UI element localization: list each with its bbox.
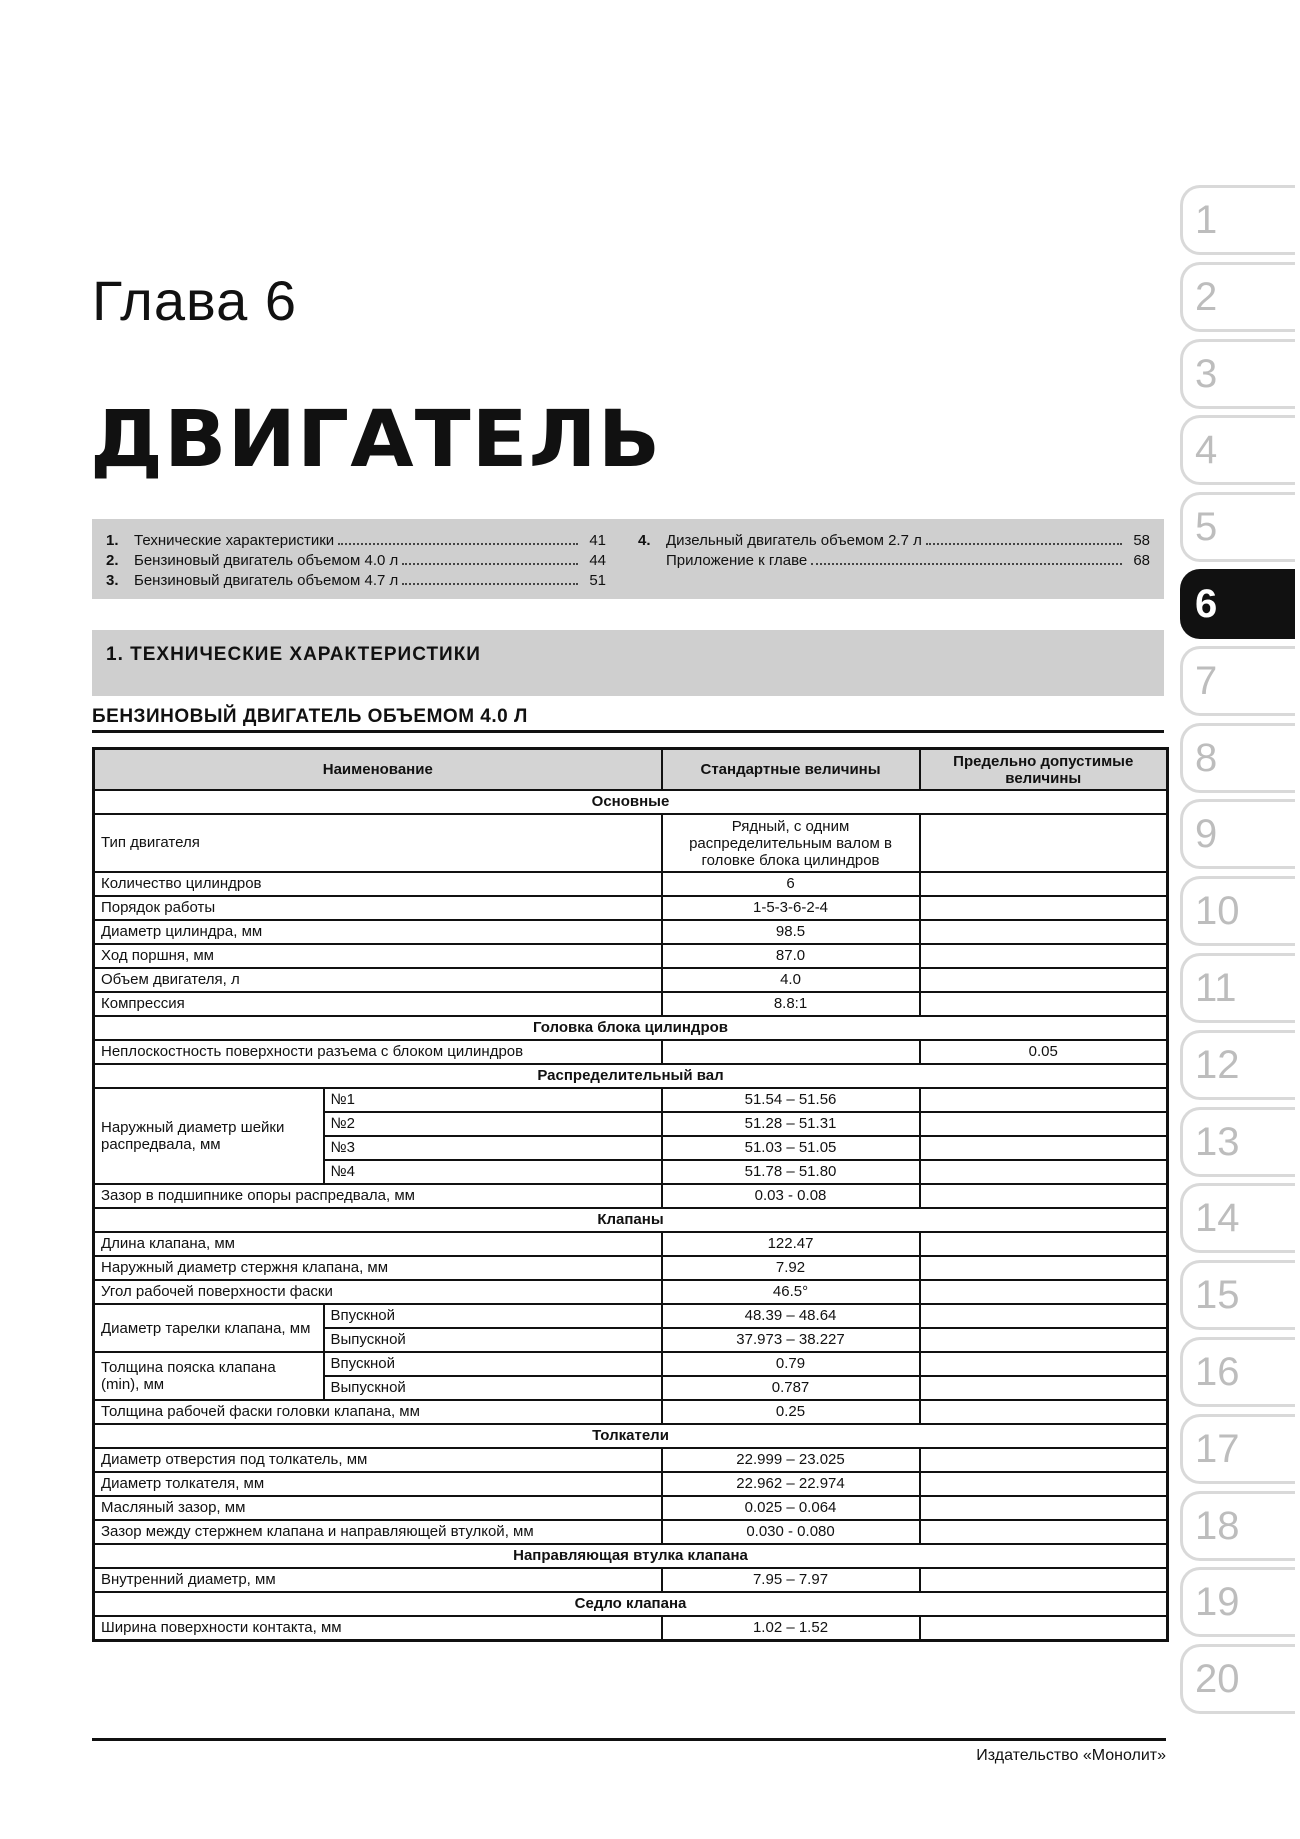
toc-num: 1. — [106, 532, 119, 549]
chapter-tab-12[interactable] — [1180, 1030, 1295, 1100]
chapter-tab-label: 4 — [1195, 428, 1218, 473]
toc-page: 68 — [1133, 552, 1150, 569]
table-row — [94, 968, 1168, 992]
toc-label: Бензиновый двигатель объемом 4.7 л — [134, 572, 399, 589]
param-name: Диаметр отверстия под толкатель, мм — [94, 1448, 662, 1472]
chapter-tab-7[interactable] — [1180, 646, 1295, 716]
table-row — [94, 896, 1168, 920]
param-name: Количество цилиндров — [94, 872, 662, 896]
param-standard: 51.03 – 51.05 — [662, 1136, 920, 1160]
param-limit — [920, 1112, 1168, 1136]
table-row — [94, 1040, 1168, 1064]
toc-leader — [402, 563, 578, 565]
param-limit: 0.05 — [920, 1040, 1168, 1064]
toc-item[interactable] — [638, 531, 1150, 551]
toc-item[interactable] — [106, 531, 606, 551]
chapter-tab-label: 15 — [1195, 1273, 1240, 1318]
toc-page: 44 — [589, 552, 606, 569]
subheading — [92, 706, 1164, 733]
param-name: Масляный зазор, мм — [94, 1496, 662, 1520]
chapter-tab-label: 18 — [1195, 1503, 1240, 1548]
chapter-tab-label: 14 — [1195, 1196, 1240, 1241]
chapter-tab-15[interactable] — [1180, 1260, 1295, 1330]
chapter-tab-8[interactable] — [1180, 723, 1295, 793]
toc-num: 3. — [106, 572, 119, 589]
param-standard: 6 — [662, 872, 920, 896]
param-limit — [920, 1472, 1168, 1496]
param-standard: 51.28 – 51.31 — [662, 1112, 920, 1136]
param-name: Компрессия — [94, 992, 662, 1016]
chapter-tab-label: 6 — [1195, 582, 1218, 626]
toc-item[interactable] — [638, 551, 1150, 571]
param-name: Толщина рабочей фаски головки клапана, мм — [94, 1400, 662, 1424]
param-sub: Впускной — [324, 1352, 662, 1376]
group-row — [94, 1592, 1168, 1616]
param-name: Наружный диаметр шейки распредвала, мм — [94, 1088, 324, 1184]
chapter-tab-1[interactable] — [1180, 185, 1295, 255]
spec-table — [92, 747, 1169, 1642]
param-limit — [920, 1376, 1168, 1400]
param-name: Объем двигателя, л — [94, 968, 662, 992]
table-row — [94, 872, 1168, 896]
param-sub: Выпускной — [324, 1376, 662, 1400]
param-standard: 7.95 – 7.97 — [662, 1568, 920, 1592]
chapter-tab-20[interactable] — [1180, 1644, 1295, 1714]
chapter-tab-label: 2 — [1195, 274, 1218, 319]
param-limit — [920, 896, 1168, 920]
group-row — [94, 1208, 1168, 1232]
toc-item[interactable] — [106, 551, 606, 571]
table-row — [94, 1184, 1168, 1208]
param-name: Внутренний диаметр, мм — [94, 1568, 662, 1592]
chapter-tab-label: 20 — [1195, 1657, 1240, 1702]
param-standard: 4.0 — [662, 968, 920, 992]
param-name: Неплоскостность поверхности разъема с блоком цилиндров — [94, 1040, 662, 1064]
chapter-tab-label: 7 — [1195, 658, 1218, 703]
table-row — [94, 1256, 1168, 1280]
param-standard: 87.0 — [662, 944, 920, 968]
param-standard: 98.5 — [662, 920, 920, 944]
param-standard: 0.25 — [662, 1400, 920, 1424]
param-standard: 0.025 – 0.064 — [662, 1496, 920, 1520]
param-standard: 8.8:1 — [662, 992, 920, 1016]
param-sub: №2 — [324, 1112, 662, 1136]
param-standard: 37.973 – 38.227 — [662, 1328, 920, 1352]
group-label: Толкатели — [94, 1424, 1168, 1448]
group-row — [94, 1544, 1168, 1568]
param-name: Длина клапана, мм — [94, 1232, 662, 1256]
chapter-tab-label: 11 — [1195, 966, 1237, 1010]
toc-label: Приложение к главе — [666, 552, 808, 569]
group-label: Седло клапана — [94, 1592, 1168, 1616]
param-name: Диаметр тарелки клапана, мм — [94, 1304, 324, 1352]
param-standard: 1-5-3-6-2-4 — [662, 896, 920, 920]
page-title: ДВИГАТЕЛЬ — [90, 395, 662, 485]
param-limit — [920, 1088, 1168, 1112]
toc-leader — [402, 583, 578, 585]
table-row — [94, 1616, 1168, 1641]
param-standard: 51.54 – 51.56 — [662, 1088, 920, 1112]
publisher-label: Издательство «Монолит» — [976, 1747, 1166, 1764]
param-sub: Впускной — [324, 1304, 662, 1328]
group-label: Распределительный вал — [94, 1064, 1168, 1088]
param-standard: 0.03 - 0.08 — [662, 1184, 920, 1208]
section-heading-bar — [92, 630, 1164, 696]
param-limit — [920, 872, 1168, 896]
toc-page: 58 — [1133, 532, 1150, 549]
table-row — [94, 1496, 1168, 1520]
param-limit — [920, 1136, 1168, 1160]
chapter-tab-2[interactable] — [1180, 262, 1295, 332]
param-standard: 122.47 — [662, 1232, 920, 1256]
param-name: Угол рабочей поверхности фаски — [94, 1280, 662, 1304]
chapter-tab-13[interactable] — [1180, 1107, 1295, 1177]
param-sub: №1 — [324, 1088, 662, 1112]
toc-page: 41 — [589, 532, 606, 549]
table-row — [94, 944, 1168, 968]
param-name: Толщина пояска клапана (min), мм — [94, 1352, 324, 1400]
group-label: Направляющая втулка клапана — [94, 1544, 1168, 1568]
param-limit — [920, 1280, 1168, 1304]
group-label: Головка блока цилиндров — [94, 1016, 1168, 1040]
param-limit — [920, 1400, 1168, 1424]
param-limit — [920, 1616, 1168, 1641]
param-standard: 1.02 – 1.52 — [662, 1616, 920, 1641]
param-standard: 0.79 — [662, 1352, 920, 1376]
group-row — [94, 1064, 1168, 1088]
toc-label: Дизельный двигатель объемом 2.7 л — [666, 532, 922, 549]
chapter-tab-16[interactable] — [1180, 1337, 1295, 1407]
chapter-tab-18[interactable] — [1180, 1491, 1295, 1561]
param-name: Порядок работы — [94, 896, 662, 920]
chapter-tab-3[interactable] — [1180, 339, 1295, 409]
param-standard — [662, 1040, 920, 1064]
param-limit — [920, 1448, 1168, 1472]
section-heading: 1. ТЕХНИЧЕСКИЕ ХАРАКТЕРИСТИКИ — [106, 644, 481, 665]
table-header-row — [94, 749, 1168, 791]
toc-page: 51 — [589, 572, 606, 589]
chapter-tab-label: 1 — [1195, 198, 1218, 242]
group-row — [94, 1424, 1168, 1448]
table-row — [94, 1520, 1168, 1544]
chapter-tab-label: 12 — [1195, 1042, 1240, 1087]
chapter-tab-label: 10 — [1195, 889, 1240, 934]
param-limit — [920, 1256, 1168, 1280]
toc-leader — [926, 543, 1122, 545]
param-limit — [920, 1160, 1168, 1184]
param-limit — [920, 944, 1168, 968]
table-row — [94, 1088, 1168, 1112]
toc-label: Технические характеристики — [134, 532, 335, 549]
toc-label: Бензиновый двигатель объемом 4.0 л — [134, 552, 399, 569]
chapter-tab-label: 19 — [1195, 1580, 1240, 1625]
param-standard: 22.962 – 22.974 — [662, 1472, 920, 1496]
param-limit — [920, 1352, 1168, 1376]
table-row — [94, 1304, 1168, 1328]
param-limit — [920, 1328, 1168, 1352]
footer-divider — [92, 1738, 1166, 1741]
chapter-tab-label: 13 — [1195, 1119, 1240, 1164]
param-limit — [920, 920, 1168, 944]
param-limit — [920, 968, 1168, 992]
param-name: Зазор в подшипнике опоры распредвала, мм — [94, 1184, 662, 1208]
chapter-tab-19[interactable] — [1180, 1567, 1295, 1637]
chapter-tab-11[interactable] — [1180, 953, 1295, 1023]
table-row — [94, 920, 1168, 944]
param-sub: Выпускной — [324, 1328, 662, 1352]
param-limit — [920, 1232, 1168, 1256]
param-limit — [920, 1520, 1168, 1544]
param-standard: 48.39 – 48.64 — [662, 1304, 920, 1328]
col-header-name: Наименование — [94, 749, 662, 791]
chapter-tab-label: 9 — [1195, 812, 1218, 857]
param-limit — [920, 1568, 1168, 1592]
toc-num: 2. — [106, 552, 119, 569]
chapter-tab-17[interactable] — [1180, 1414, 1295, 1484]
chapter-tab-label: 3 — [1195, 351, 1218, 396]
param-name: Ширина поверхности контакта, мм — [94, 1616, 662, 1641]
table-row — [94, 992, 1168, 1016]
toc-item[interactable] — [106, 571, 606, 591]
param-name: Зазор между стержнем клапана и направляющей втулкой, мм — [94, 1520, 662, 1544]
param-name: Ход поршня, мм — [94, 944, 662, 968]
param-limit — [920, 1496, 1168, 1520]
group-row — [94, 790, 1168, 814]
col-header-standard: Стандартные величины — [662, 749, 920, 791]
param-standard: 7.92 — [662, 1256, 920, 1280]
chapter-tab-label: 17 — [1195, 1426, 1240, 1471]
table-of-contents — [92, 519, 1164, 599]
col-header-limit: Предельно допустимые величины — [920, 749, 1168, 791]
param-standard: 22.999 – 23.025 — [662, 1448, 920, 1472]
chapter-tab-6[interactable] — [1180, 569, 1295, 639]
param-standard: 0.030 - 0.080 — [662, 1520, 920, 1544]
table-row — [94, 814, 1168, 872]
param-name: Диаметр цилиндра, мм — [94, 920, 662, 944]
param-standard: 0.787 — [662, 1376, 920, 1400]
param-limit — [920, 814, 1168, 872]
param-name: Диаметр толкателя, мм — [94, 1472, 662, 1496]
toc-num: 4. — [638, 532, 651, 549]
subheading-text: БЕНЗИНОВЫЙ ДВИГАТЕЛЬ ОБЪЕМОМ 4.0 Л — [92, 706, 528, 727]
table-row — [94, 1232, 1168, 1256]
group-row — [94, 1016, 1168, 1040]
param-standard: Рядный, с одним распределительным валом в головке блока цилиндров — [662, 814, 920, 872]
table-row — [94, 1400, 1168, 1424]
table-row — [94, 1352, 1168, 1376]
chapter-tab-4[interactable] — [1180, 415, 1295, 485]
param-sub: №4 — [324, 1160, 662, 1184]
chapter-tab-14[interactable] — [1180, 1183, 1295, 1253]
param-limit — [920, 1304, 1168, 1328]
table-row — [94, 1280, 1168, 1304]
toc-leader — [811, 563, 1122, 565]
table-row — [94, 1568, 1168, 1592]
table-row — [94, 1448, 1168, 1472]
param-standard: 46.5° — [662, 1280, 920, 1304]
chapter-tab-10[interactable] — [1180, 876, 1295, 946]
param-sub: №3 — [324, 1136, 662, 1160]
chapter-tab-5[interactable] — [1180, 492, 1295, 562]
param-name: Наружный диаметр стержня клапана, мм — [94, 1256, 662, 1280]
chapter-tab-label: 8 — [1195, 735, 1218, 780]
group-label: Основные — [94, 790, 1168, 814]
param-limit — [920, 1184, 1168, 1208]
param-standard: 51.78 – 51.80 — [662, 1160, 920, 1184]
chapter-label: Глава 6 — [92, 269, 297, 332]
toc-leader — [338, 543, 578, 545]
chapter-tab-9[interactable] — [1180, 799, 1295, 869]
chapter-tab-label: 16 — [1195, 1350, 1240, 1394]
param-limit — [920, 992, 1168, 1016]
table-row — [94, 1472, 1168, 1496]
chapter-tab-label: 5 — [1195, 505, 1218, 550]
param-name: Тип двигателя — [94, 814, 662, 872]
group-label: Клапаны — [94, 1208, 1168, 1232]
